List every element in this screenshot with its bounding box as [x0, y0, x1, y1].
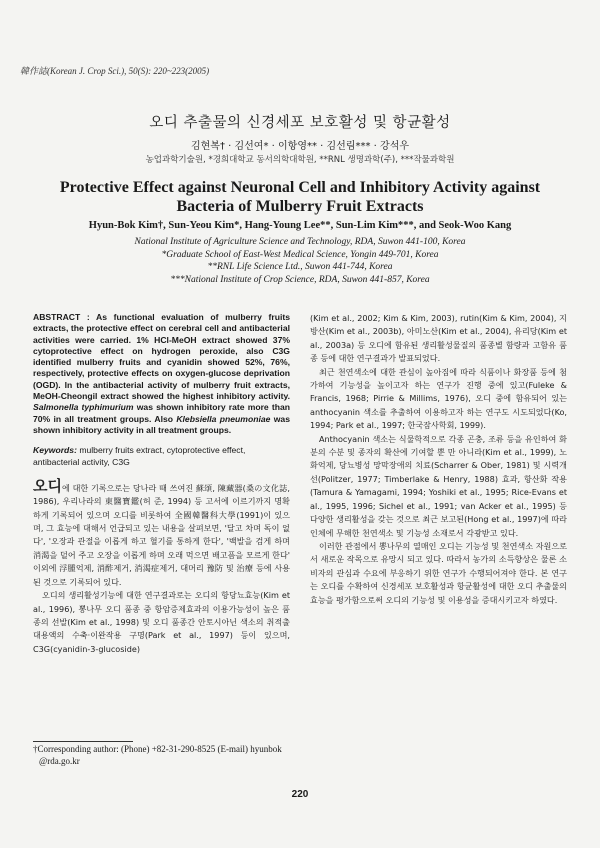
affiliation-2: *Graduate School of East-West Medical Science, Yongin 449-701, Korea	[161, 249, 439, 260]
abstract-text-1: As functional evaluation of mulberry fruits extracts, the protective effect on cerebral cell and antibacterial activities were carried. 1% HCl-MeOH extract showed 37% cytoprotective effect on hydrogen peroxide, also C3G identified mulberry fruits and cyanidin showed 52%, 76%, respectively, protective effects on oxygen-glucose deprivation (OGD). In the antibacterial activity of mulberry fruit extracts, MeOH-Cheongil extract showed the highest inhibitory activity.	[33, 312, 290, 402]
intro-paragraph-3: (Kim et al., 2002; Kim & Kim, 2003), rutin(Kim & Kim, 2004), 지방산(Kim et al., 2003b), 아미노산(Kim et al., 2004), 유리당(Kim et al., 2003a) 등 오디에 함유된 생리활성물질의 품종별 함량과 고함유 품종 등에 대한 연구결과가 발표되었다.	[310, 313, 567, 364]
abstract-text-3: was shown inhibitory activity in all treatment groups.	[33, 413, 290, 435]
english-title-line-1: Protective Effect against Neuronal Cell and Inhibitory Activity against	[59, 179, 541, 196]
abstract-label: ABSTRACT :	[33, 312, 90, 322]
english-affiliations	[0, 236, 600, 286]
footnote-divider	[33, 741, 133, 742]
intro-paragraph-4: 최근 천연색소에 대한 관심이 높아짐에 따라 식품이나 화장품 등에 첨가하여 기능성을 높이고자 하는 연구가 진행 중에 있고(Fuleke & Francis, 1968; Pirrie & Millims, 1976), 오디 중에 함유되어 있는 anthocyanin 색소를 추출하여 이용하고자 하는 연구도 시도되었다(Ko, 1994; Park et al., 1997; 한국잠사학회, 1999).	[310, 366, 567, 431]
left-column	[33, 312, 290, 656]
keywords-label: Keywords:	[33, 445, 77, 456]
korean-title: 오디 추출물의 신경세포 보호활성 및 항균활성	[149, 115, 451, 131]
intro-paragraph-1	[33, 476, 290, 589]
keywords-text: mulberry fruits extract, cytoprotective effect, antibacterial activity, C3G	[33, 445, 246, 467]
affiliation-4: ***National Institute of Crop Science, RDA, Suwon 441-857, Korea	[170, 274, 430, 285]
dropcap-word: 오디	[33, 476, 62, 495]
journal-header: 韓作誌(Korean J. Crop Sci.), 50(S): 220~223(2005)	[20, 66, 210, 76]
intro-paragraph-2: 오디의 생리활성기능에 대한 연구결과로는 오디의 항당뇨효능(Kim et al., 1996), 뽕나무 오디 품종 중 항암증제효과의 이용가능성이 높은 품종의 선발(Kim et al., 1998) 및 오디 품종간 안토시아닌 색소의 취적출 대용액의 수축·이완작용 구명(Park et al., 1997) 등이 있으며, C3G(cyanidin-3-glucoside)	[33, 590, 290, 654]
abstract-species-1: Salmonella typhimurium	[33, 402, 134, 413]
abstract-species-2: Klebsiella pneumoniae	[176, 413, 271, 424]
affiliation-3: **RNL Life Science Ltd., Suwon 441-744, Korea	[207, 262, 393, 272]
korean-affiliations: 농업과학기술원, *경희대학교 동서의학대학원, **RNL 생명과학(주), ***작물과학원	[145, 155, 455, 165]
abstract	[33, 312, 290, 436]
affiliation-1: National Institute of Agriculture Science and Technology, RDA, Suwon 441-100, Korea	[134, 237, 466, 247]
footnote-line-1: †Corresponding author: (Phone) +82-31-290-8525 (E-mail) hyunbok	[33, 744, 282, 754]
korean-authors: 김현복† · 김선여* · 이항영** · 김선림*** · 강석우	[190, 141, 410, 152]
intro-paragraph-6: 이러한 관점에서 뽕나무의 열매인 오디는 기능성 및 천연색소 자원으로서 새로운 작목으로 유망시 되고 있다. 따라서 농가의 소득향상은 물론 소비자의 관심과 수요에 부응하기 위한 연구가 수행되어져야 한다. 본 연구는 오디를 수확하여 신경세포 보호활성과 항균활성에 대한 오디 추출물의 효능을 평가함으로써 오디의 기능성 및 이용성을 증대시키고자 하였다.	[310, 540, 567, 605]
intro-paragraph-1-text: 에 대한 기록으로는 당나라 때 쓰여진 蘇頌, 陳藏器(桑の文化誌, 1986), 우리나라의 東醫寶鑑(허 준, 1994) 등 고서에 이르기까지 명확하게 기록되어 있으며 오디를 비롯하여 全國韓醫科大學(1991)이 있으며, 그 효능에 대해서 언급되고 있는 내용을 살펴보면, '달고 차며 독이 없다', '오장과 관절을 이롭게 하고 혈기를 통하게 한다', '백발을 검게 하며 消渴을 덜어 주고 오장을 이롭게 하며 오래 먹으면 배고픔을 모르게 한다' 이외에 浮腫억제, 消酢제거, 消渴症제거, 대머리 豫防 및 治療 등에 사용된 것으로 기록되어 있다.	[33, 482, 290, 587]
english-authors: Hyun-Bok Kim†, Sun-Yeou Kim*, Hang-Young Lee**, Sun-Lim Kim***, and Seok-Woo Kang	[88, 220, 512, 231]
intro-paragraph-5: Anthocyanin 색소는 식물학적으로 각종 곤충, 조류 등을 유인하여 화분의 수분 및 종자의 확산에 기여할 뿐 만 아니라(Kim et al., 1999), 노화억제, 당뇨병성 망막장애의 치료(Scharrer & Ober, 1981) 및 시력개선(Politzer, 1977; Timberlake & Henry, 1988) 효과, 항산화 작용(Tamura & Yamagami, 1994; Yoshiki et al., 1995; Rice-Evans et al., 1995, 1996; Sichel et al., 1991; van Acker et al., 1995) 등 다양한 생리활성을 갖는 것으로 최근 보고된(Hong et al., 1997)에 따라 인체에 무해한 천연색소 및 기능성 소재로서 각광받고 있다.	[310, 433, 567, 538]
right-column	[310, 312, 567, 607]
corresponding-author-footnote	[33, 744, 290, 767]
english-title	[40, 178, 560, 216]
abstract-text-2: was shown inhibitory rate more than 70% in all treatment groups. Also	[33, 402, 290, 424]
footnote-line-2: @rda.go.kr	[39, 755, 80, 766]
page-number: 220	[291, 789, 309, 800]
keywords	[33, 445, 290, 468]
english-title-line-2: Bacteria of Mulberry Fruit Extracts	[176, 198, 424, 215]
